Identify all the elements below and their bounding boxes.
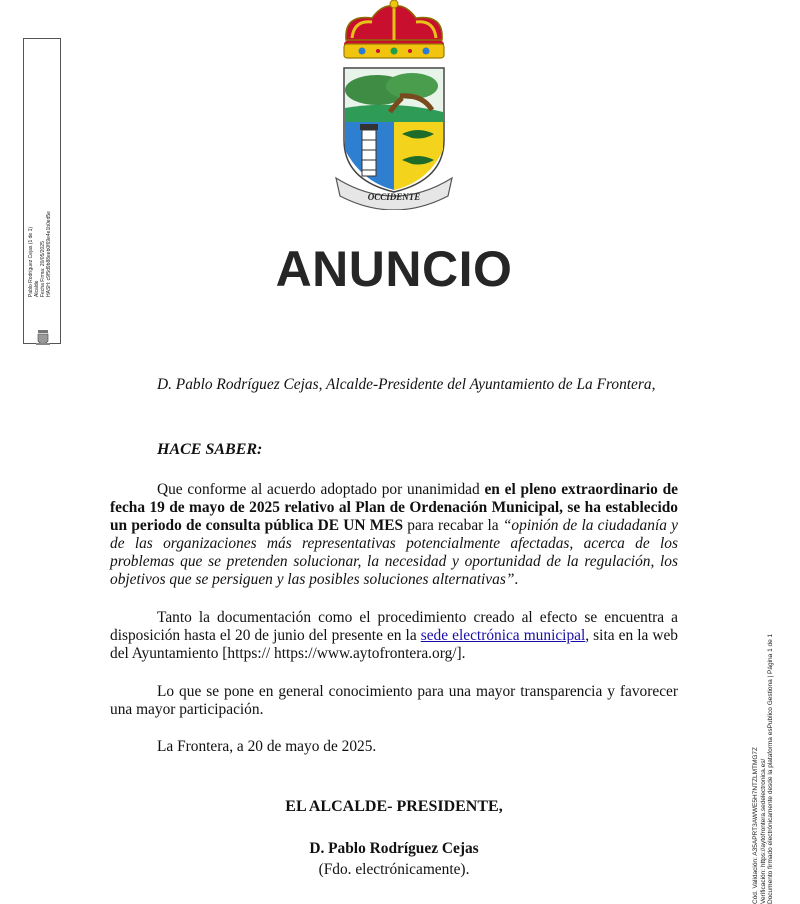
- p1-text-a: Que conforme al acuerdo adoptado por unanimidad: [157, 481, 485, 498]
- coat-of-arms-icon: [332, 0, 456, 210]
- stamp-signer: Pablo Rodríguez Cejas (1 de 1): [28, 226, 34, 297]
- stamp-date: Fecha Firma: 20/05/2025: [40, 241, 46, 297]
- stamp-hash: HASH: c9f5d9b88eeb0f69e4e1b0ed5e: [46, 211, 52, 297]
- coat-ribbon-text: OCCIDENTE: [367, 192, 421, 202]
- paragraph-1: [110, 481, 678, 589]
- p2-text-b: , sita en la web del Ayuntamiento [https:// https://www.aytofrontera.org/].: [110, 627, 679, 662]
- intro-paragraph: D. Pablo Rodríguez Cejas, Alcalde-Presidente del Ayuntamiento de La Frontera,: [157, 376, 656, 393]
- p1-text-bold: en el pleno extraordinario de fecha 19 de mayo de 2025 relativo al Plan de Ordenación Municipal, se ha establecido un periodo de consulta pública DE UN MES: [110, 481, 678, 534]
- verification-url: Verificación: https://aytofrontera.sedelectronica.es/: [759, 758, 767, 904]
- page-title: ANUNCIO: [275, 241, 513, 297]
- p1-text-c: para recabar la: [403, 517, 503, 534]
- signature-note: (Fdo. electrónicamente).: [318, 861, 470, 878]
- hace-saber-heading: HACE SABER:: [157, 441, 263, 458]
- signature-stamp: [23, 38, 61, 344]
- platform-note: Documento firmado electrónicamente desde la plataforma esPublico Gestiona | Página 1 de 1: [767, 633, 774, 904]
- mini-seal-icon: [35, 329, 51, 349]
- validation-side-text: [752, 634, 775, 904]
- signature-role: EL ALCALDE- PRESIDENTE,: [285, 798, 503, 815]
- paragraph-3: Lo que se pone en general conocimiento para una mayor transparencia y favorecer una mayor participación.: [110, 683, 678, 718]
- p2-text-a: Tanto la documentación como el procedimiento creado al efecto se encuentra a disposición hasta el 20 de junio del presente en la: [110, 609, 678, 644]
- p1-text-e: .: [514, 571, 519, 588]
- signature-name: D. Pablo Rodríguez Cejas: [309, 840, 479, 857]
- date-line: La Frontera, a 20 de mayo de 2025.: [157, 738, 377, 755]
- p1-text-quote: “opinión de la ciudadanía y de las organizaciones más representativas potencialmente afectadas, acerca de los problemas que se pretenden solucionar, la necesidad y oportunidad de la regulación, los objetivos que se persiguen y las posibles soluciones alternativas”: [110, 517, 678, 588]
- stamp-role: Alcalde: [34, 280, 40, 297]
- validation-code: Cód. Validación: A35APRT3AWWE5H7NTZLMTMG7Z: [752, 746, 759, 904]
- paragraph-2: [110, 609, 678, 663]
- sede-electronica-link[interactable]: sede electrónica municipal: [420, 627, 586, 644]
